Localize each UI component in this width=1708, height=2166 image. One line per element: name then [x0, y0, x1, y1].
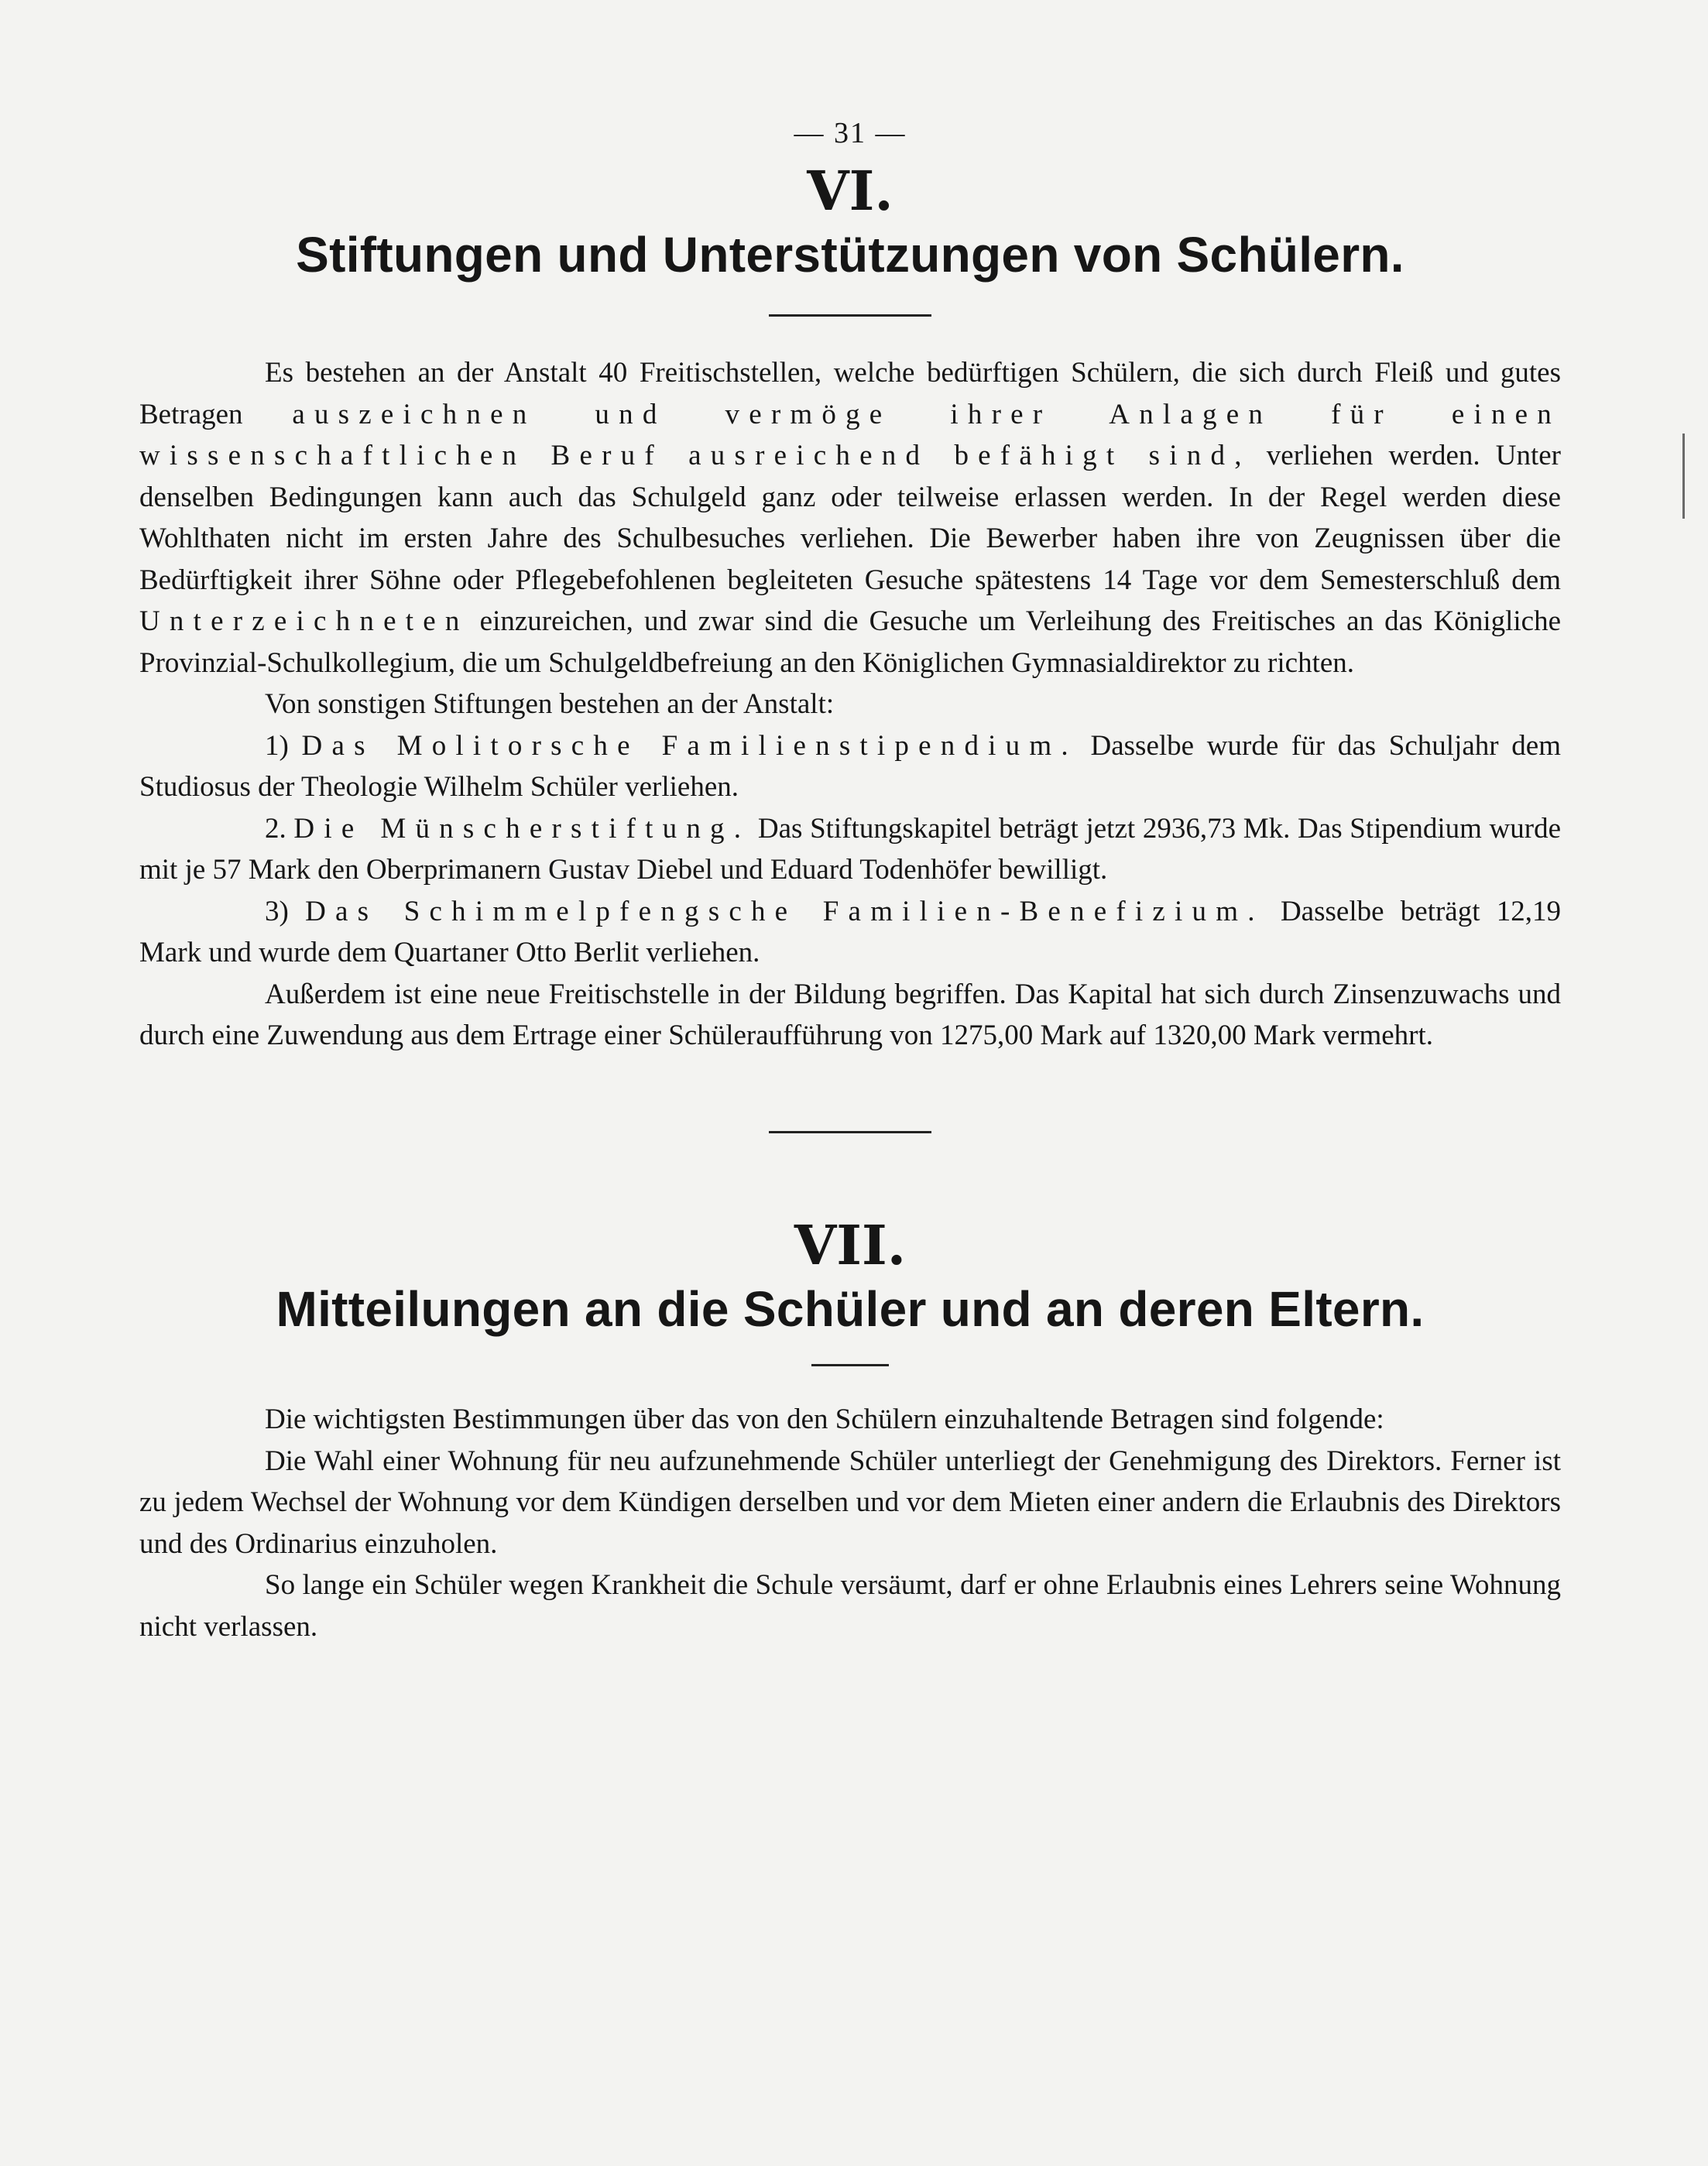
- text-run: Es bestehen an der Anstalt 40 Freitischstellen, welche bedürftigen Schülern, die sich durch Fleiß und gutes Betragen: [139, 357, 1561, 430]
- section-vi: [139, 159, 1562, 1133]
- paragraph-bestimmungen: Die wichtigsten Bestimmungen über das von den Schülern einzuhaltende Betragen sind folgende:: [265, 1403, 1384, 1436]
- text-run: Dasselbe beträgt 12,19 Mark und wurde dem Quartaner Otto Berlit verliehen.: [139, 895, 1562, 969]
- paragraph-wohnung: Die Wahl einer Wohnung für neu aufzunehmende Schüler unterliegt der Genehmigung des Direktors. Ferner ist zu jedem Wechsel der Wohnung vor dem Kündigen derselben und vor dem Mieten einer andern die Erlaubnis des Direktors und des Ordinarius einzuholen.: [139, 1445, 1561, 1560]
- paragraph-stiftung-1: [139, 725, 1561, 808]
- paragraph-freitisch: [139, 352, 1561, 684]
- spaced-text: auszeichnen und vermöge ihrer Anlagen für einen wissenschaftlichen Beruf ausreichend befähigt sind,: [139, 398, 1561, 472]
- foundation-name: Die Münscherstiftung.: [293, 812, 751, 845]
- paragraph-sonstige: Von sonstigen Stiftungen bestehen an der Anstalt:: [265, 688, 835, 721]
- paragraph-stiftung-3: [139, 891, 1561, 974]
- section-divider: [769, 1131, 931, 1133]
- list-number: 2.: [265, 812, 294, 845]
- section-vi-title: Stiftungen und Unterstützungen von Schülern.: [296, 227, 1404, 283]
- text-run: Dasselbe wurde für das Schuljahr dem Studiosus der Theologie Wilhelm Schüler verliehen.: [139, 729, 1561, 804]
- paragraph-stiftung-2: [139, 808, 1561, 891]
- section-vi-numeral: VI.: [807, 159, 893, 223]
- text-run: verliehen werden. Unter denselben Bedingungen kann auch das Schulgeld ganz oder teilweise erlassen werden. In der Regel werden diese Wohlthaten nicht im ersten Jahre des Schulbesuches verliehen. Die Bewerber haben ihre von Zeugnissen über die Bedürftigkeit ihrer Söhne oder Pflegebefohlenen begleiteten Gesuche spätestens 14 Tage vor dem Semesterschluß dem: [139, 440, 1561, 596]
- margin-mark: [1682, 434, 1685, 519]
- foundation-name: Das Schimmelpfengsche Familien-Benefizium.: [305, 895, 1264, 927]
- paragraph-ausserdem: Außerdem ist eine neue Freitischstelle in der Bildung begriffen. Das Kapital hat sich durch Zinsenzuwachs und durch eine Zuwendung aus dem Ertrage einer Schüleraufführung von 1275,00 Mark auf 1320,00 Mark vermehrt.: [139, 978, 1561, 1052]
- text-run: einzureichen, und zwar sind die Gesuche um Verleihung des Freitisches an das Königliche Provinzial-Schulkollegium, die um Schulgeldbefreiung an den Königlichen Gymnasialdirektor zu richten.: [139, 605, 1561, 679]
- foundation-name: Das Molitorsche Familienstipendium.: [301, 729, 1078, 762]
- section-vii: [139, 1212, 1561, 1647]
- list-number: 3): [265, 895, 306, 927]
- section-divider: [811, 1364, 889, 1366]
- paragraph-krankheit: So lange ein Schüler wegen Krankheit die Schule versäumt, darf er ohne Erlaubnis eines Lehrers seine Wohnung nicht verlassen.: [139, 1569, 1561, 1643]
- page-number: — 31 —: [794, 117, 907, 149]
- spaced-text: Unterzeichneten: [139, 605, 469, 638]
- list-number: 1): [265, 729, 302, 762]
- text-run: Das Stiftungskapitel beträgt jetzt 2936,73 Mk. Das Stipendium wurde mit je 57 Mark den Oberprimanern Gustav Diebel und Eduard Todenhöfer bewilligt.: [139, 812, 1562, 886]
- section-divider: [769, 314, 931, 317]
- section-vii-title: Mitteilungen an die Schüler und an deren Eltern.: [276, 1280, 1425, 1337]
- section-vii-numeral: VII.: [794, 1212, 907, 1277]
